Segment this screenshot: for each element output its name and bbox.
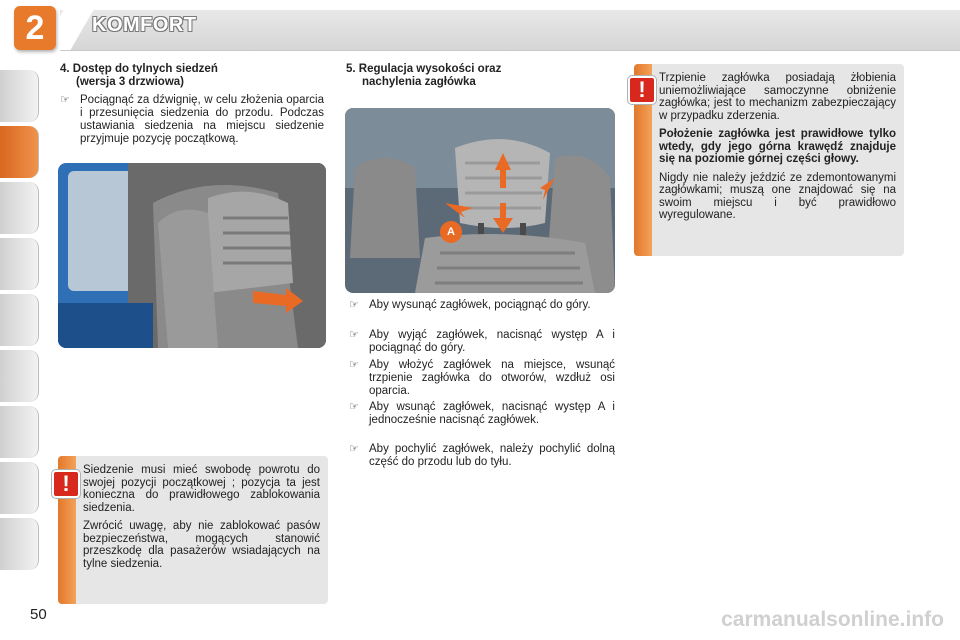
- warning-left-body: [83, 464, 320, 576]
- section-5-bullet-2: [349, 329, 615, 355]
- section-5-bullet-3-text: Aby włożyć zagłówek na miejsce, wsunąć trzpienie zagłówka do otworów, wzdłuż osi oparcia.: [369, 359, 615, 397]
- chapter-tab-2-active[interactable]: [0, 126, 39, 178]
- section-5-heading-line2: nachylenia zagłówka: [362, 76, 476, 88]
- headrest-photo: [345, 108, 615, 293]
- warning-icon: !: [628, 76, 656, 104]
- chapter-tab-3[interactable]: [0, 182, 39, 234]
- warning-right-body: [659, 72, 896, 228]
- chapter-tab-1[interactable]: [0, 70, 39, 122]
- chapter-tabs: [0, 70, 38, 580]
- section-5-bullet-1-text: Aby wysunąć zagłówek, pociągnąć do góry.: [369, 299, 591, 311]
- chapter-tab-9[interactable]: [0, 518, 39, 570]
- chapter-tab-7[interactable]: [0, 406, 39, 458]
- section-5-bullet-2-text: Aby wyjąć zagłówek, nacisnąć występ A i pociągnąć do góry.: [369, 329, 615, 354]
- section-4-bullet: [60, 94, 324, 146]
- section-5-bullet-4: [349, 401, 615, 427]
- bullet-hand-icon: ☞: [349, 443, 359, 455]
- chapter-number-badge: 2: [14, 6, 56, 50]
- warning-right-paragraph-3: Nigdy nie należy jeździć ze zdemontowanymi zagłówkami; muszą one znajdować się na swoim miejscu i być prawidłowo wyregulowane.: [659, 171, 896, 221]
- section-5-bullet-3: [349, 359, 615, 398]
- rear-seat-illustration: [58, 163, 326, 348]
- warning-box-left: [58, 456, 328, 604]
- section-4-heading: [60, 63, 218, 89]
- warning-icon: !: [52, 470, 80, 498]
- section-4-bullet-text: Pociągnąć za dźwignię, w celu złożenia oparcia i przesunięcia siedzenia do przodu. Podczas ustawiania siedzenia na miejscu siedzenie przyjmuje pozycję początkową.: [80, 94, 324, 145]
- watermark: carmanualsonline.info: [721, 608, 944, 631]
- rear-seat-access-photo: [58, 163, 326, 348]
- bullet-hand-icon: ☞: [60, 94, 70, 106]
- bullet-hand-icon: ☞: [349, 401, 359, 413]
- chapter-tab-4[interactable]: [0, 238, 39, 290]
- bullet-hand-icon: ☞: [349, 359, 359, 371]
- chapter-tab-6[interactable]: [0, 350, 39, 402]
- section-5-bullet-1: [349, 299, 615, 312]
- warning-box-right: [634, 64, 904, 256]
- bullet-hand-icon: ☞: [349, 329, 359, 341]
- page-number: 50: [30, 606, 47, 623]
- section-5-bullet-5: [349, 443, 615, 469]
- warning-right-paragraph-2: Położenie zagłówka jest prawidłowe tylko wtedy, gdy jego górna krawędź znajduje się na poziomie górnej części głowy.: [659, 128, 896, 165]
- headrest-illustration: [345, 108, 615, 293]
- warning-left-paragraph-2: Zwrócić uwagę, aby nie zablokować pasów bezpieczeństwa, mogących stanowić przeszkodę dla pasażerów wsiadających na tylne siedzenia.: [83, 520, 320, 570]
- section-5-heading: [346, 63, 501, 89]
- bullet-hand-icon: ☞: [349, 299, 359, 311]
- chapter-title: KOMFORT: [92, 14, 197, 36]
- section-5-bullet-5-text: Aby pochylić zagłówek, należy pochylić dolną część do przodu lub do tyłu.: [369, 443, 615, 468]
- page-header: [0, 0, 960, 52]
- section-5-bullet-4-text: Aby wsunąć zagłówek, nacisnąć występ A i jednocześnie nacisnąć zagłówek.: [369, 401, 615, 426]
- chapter-tab-8[interactable]: [0, 462, 39, 514]
- section-4-heading-line2: (wersja 3 drzwiowa): [76, 76, 185, 88]
- section-5-heading-line1: 5. Regulacja wysokości oraz: [346, 63, 502, 75]
- warning-right-paragraph-1: Trzpienie zagłówka posiadają żłobienia uniemożliwiające samoczynne obniżenie zagłówka; jest to mechanizm zabezpieczający w przypadku zderzenia.: [659, 72, 896, 122]
- warning-left-paragraph-1: Siedzenie musi mieć swobodę powrotu do swojej pozycji początkowej ; pozycja ta jest konieczna do prawidłowego zablokowania siedzenia.: [83, 464, 320, 514]
- chapter-tab-5[interactable]: [0, 294, 39, 346]
- photo-label-a: A: [447, 226, 455, 238]
- section-4-heading-line1: 4. Dostęp do tylnych siedzeń: [60, 63, 218, 75]
